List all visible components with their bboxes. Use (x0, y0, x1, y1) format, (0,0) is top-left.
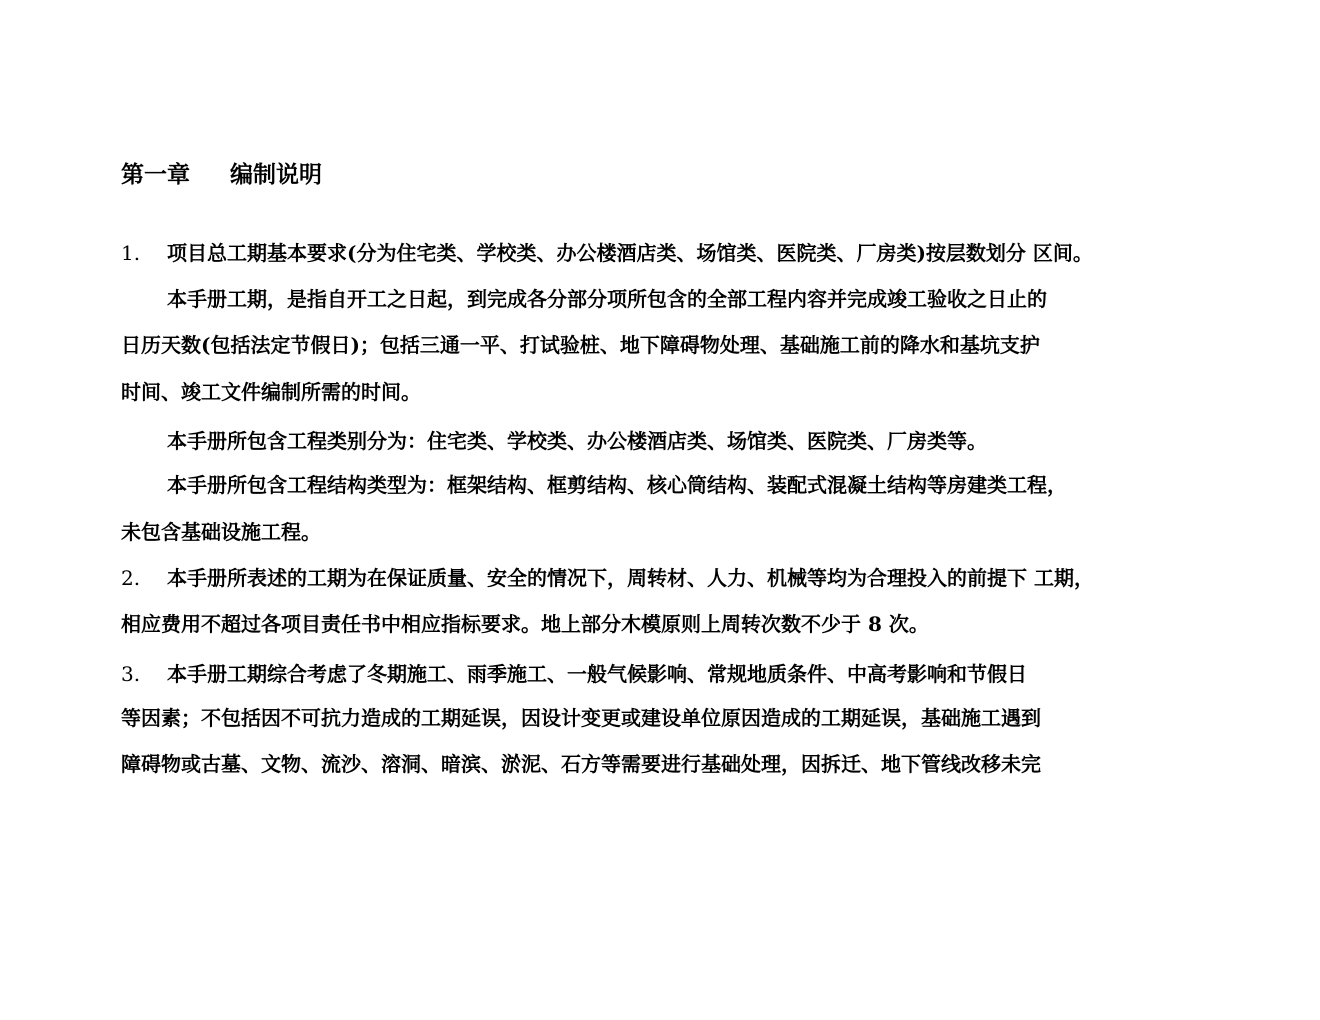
line-text: 日历天数(包括法定节假日)；包括三通一平、打试验桩、地下障碍物处理、基础施工前的降水和基坑支护 (121, 333, 1040, 357)
paragraph-line (121, 239, 1093, 267)
paragraph-line (121, 564, 1094, 592)
paragraph-line (167, 285, 1047, 313)
line-text: 障碍物或古墓、文物、流沙、溶洞、暗滨、淤泥、石方等需要进行基础处理，因拆迁、地下管线改移未完 (121, 752, 1041, 776)
paragraph-line (167, 471, 1067, 499)
line-text: 时间、竣工文件编制所需的时间。 (121, 380, 421, 404)
paragraph-line (121, 331, 1040, 359)
paragraph-line (121, 518, 321, 546)
item-number: 1. (121, 241, 141, 265)
chapter-title: 编制说明 (230, 161, 322, 188)
line-text: 等因素；不包括因不可抗力造成的工期延误，因设计变更或建设单位原因造成的工期延误，基础施工遇到 (121, 706, 1041, 730)
paragraph-line (121, 704, 1041, 732)
item-number: 3. (121, 662, 141, 686)
paragraph-line (121, 750, 1041, 778)
paragraph-line (121, 610, 929, 638)
chapter-heading (121, 159, 322, 191)
paragraph-line (121, 378, 421, 406)
item-number: 2. (121, 566, 141, 590)
line-text: 本手册工期，是指自开工之日起，到完成各分部分项所包含的全部工程内容并完成竣工验收之日止的 (167, 287, 1047, 311)
chapter-number: 第一章 (121, 161, 190, 188)
line-text: 未包含基础设施工程。 (121, 520, 321, 544)
line-text: 本手册所包含工程类别分为：住宅类、学校类、办公楼酒店类、场馆类、医院类、厂房类等。 (167, 429, 987, 453)
paragraph-line (121, 660, 1027, 688)
line-text: 项目总工期基本要求(分为住宅类、学校类、办公楼酒店类、场馆类、医院类、厂房类)按层数划分 区间。 (167, 241, 1093, 265)
line-text: 本手册工期综合考虑了冬期施工、雨季施工、一般气候影响、常规地质条件、中高考影响和节假日 (167, 662, 1027, 686)
line-text: 相应费用不超过各项目责任书中相应指标要求。地上部分木模原则上周转次数不少于 8 次。 (121, 612, 929, 636)
paragraph-line (167, 427, 987, 455)
line-text: 本手册所表述的工期为在保证质量、安全的情况下，周转材、人力、机械等均为合理投入的前提下 工期， (167, 566, 1094, 590)
line-text: 本手册所包含工程结构类型为：框架结构、框剪结构、核心筒结构、装配式混凝土结构等房建类工程， (167, 473, 1067, 497)
